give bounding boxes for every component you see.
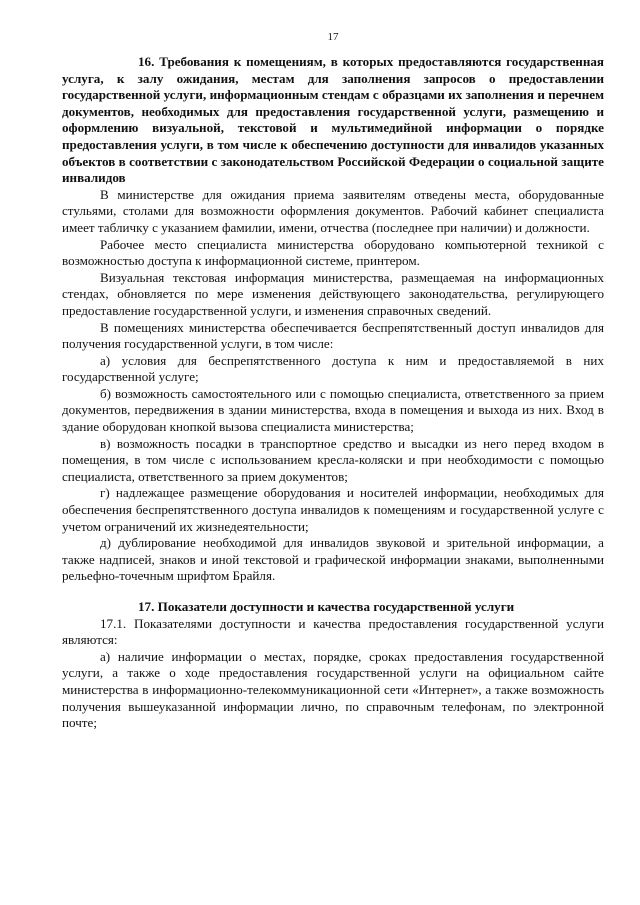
section-17-number: 17. (138, 599, 155, 614)
section-17-heading (62, 599, 604, 616)
section-16-list-item-v: в) возможность посадки в транспортное средство и высадки из него перед входом в помещения, в том числе с использованием кресла-коляски и при необходимости с помощью специалиста, ответственного за прием документов; (62, 435, 604, 484)
section-16-paragraph: В помещениях министерства обеспечивается беспрепятственный доступ инвалидов для получения государственной услуги, в том числе: (62, 319, 604, 352)
section-16-list-item-g: г) надлежащее размещение оборудования и носителей информации, необходимых для обеспечения беспрепятственного доступа инвалидов к помещениям и государственной услуге с учетом ограничений их жизнедеятельности; (62, 485, 604, 534)
section-17-title: Показатели доступности и качества государственной услуги (157, 599, 515, 614)
page-number: 17 (327, 31, 339, 43)
section-16-paragraph: Визуальная текстовая информация министерства, размещаемая на информационных стендах, обновляется по мере изменения действующего законодательства, регулирующего предоставление государственной услуги, и изменения справочных сведений. (62, 269, 604, 318)
section-16-number: 16. (138, 54, 155, 69)
section-17-paragraph: 17.1. Показателями доступности и качества предоставления государственной услуги являются: (62, 615, 604, 648)
section-16-paragraph: В министерстве для ожидания приема заявителям отведены места, оборудованные стульями, столами для возможности оформления документов. Рабочий кабинет специалиста имеет табличку с указанием фамилии, имени, отчества (последнее при наличии) и должности. (62, 186, 604, 235)
section-16-paragraph: Рабочее место специалиста министерства оборудовано компьютерной техникой с возможностью доступа к информационной системе, принтером. (62, 236, 604, 269)
section-16-heading (62, 54, 604, 187)
section-16-title: Требования к помещениям, в которых предоставляются государственная услуга, к залу ожидания, местам для заполнения запросов о предоставлении государственной услуги, информационным стендам с образцами их заполнения и перечнем документов, необходимых для предоставления государственной услуги, размещению и оформлению визуальной, текстовой и мультимедийной информации о порядке предоставления услуги, в том числе к обеспечению доступности для инвалидов указанных объектов в соответствии с законодательством Российской Федерации о социальной защите инвалидов (62, 54, 605, 186)
section-spacer (62, 585, 604, 599)
section-16-list-item-b: б) возможность самостоятельного или с помощью специалиста, ответственного за прием документов, передвижения в здании министерства, входа в помещения и выхода из них. Вход в здание оборудован кнопкой вызова специалиста министерства; (62, 385, 604, 435)
section-16-list-item-a: а) условия для беспрепятственного доступа к ним и предоставляемой в них государственной услуге; (62, 352, 604, 385)
section-17-list-item-a: а) наличие информации о местах, порядке, сроках предоставления государственной услуги, а также о ходе предоставления государственной услуги на официальном сайте министерства в информационно-телекоммуникационной сети «Интернет», а также возможность получения вышеуказанной информации лично, по справочным телефонам, по электронной почте; (62, 648, 604, 731)
section-16-list-item-d: д) дублирование необходимой для инвалидов звуковой и зрительной информации, а также надписей, знаков и иной текстовой и графической информации знаками, выполненными рельефно-точечным шрифтом Брайля. (62, 535, 604, 584)
